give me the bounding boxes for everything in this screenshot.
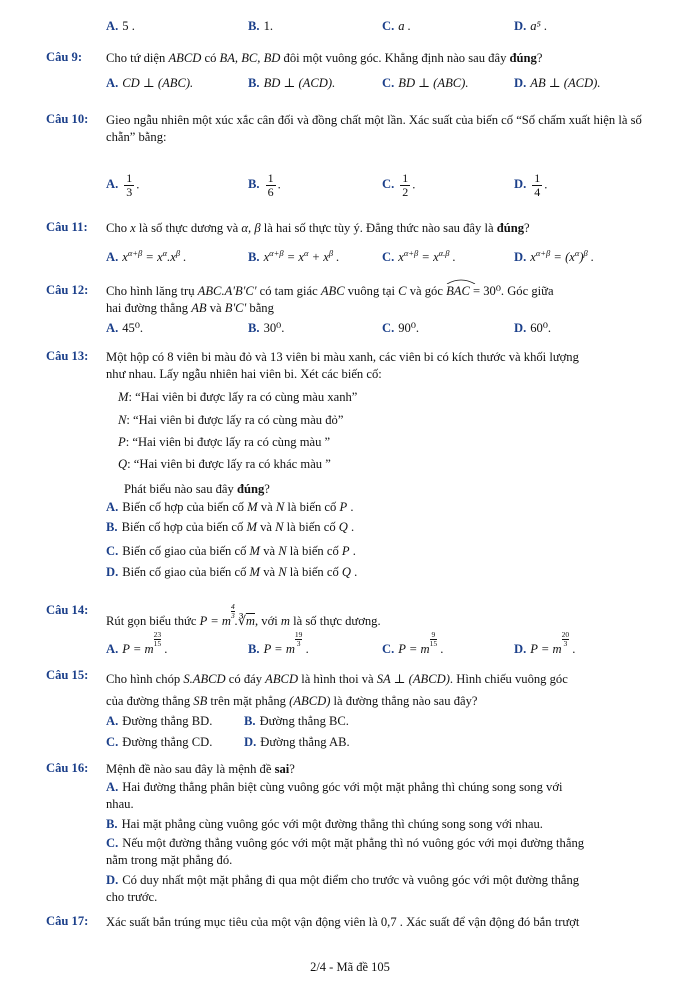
q11-options: [106, 243, 666, 263]
event-n: N: “Hai viên bi được lấy ra có cùng màu đỏ”: [118, 413, 344, 427]
q9-option-a[interactable]: A. CD ⊥ (ABC).: [106, 76, 194, 90]
question-number: Câu 10:: [46, 112, 89, 126]
question-11: [46, 220, 656, 237]
question-number: Câu 13:: [46, 349, 89, 363]
q13-prompt: Phát biểu nào sau đây đúng?: [124, 482, 270, 496]
q13-option-d[interactable]: D. Biến cố giao của biến cố M và N là biến cố Q .: [106, 565, 358, 579]
question-text: Cho hình lăng trụ ABC.A'B'C' có tam giác ABC vuông tại C và góc BAC = 30⁰. Góc giữa hai đường thẳng AB và B'C' bằng: [106, 283, 656, 317]
question-number: Câu 12:: [46, 283, 89, 297]
q10-option-c[interactable]: C. $\frac{1}{2}$ .: [382, 171, 416, 199]
q14-option-d[interactable]: D. P = m $\frac{20}{3}$ .: [514, 630, 576, 656]
question-text: Cho x là số thực dương và α, β là hai số thực tùy ý. Đẳng thức nào sau đây là đúng?: [106, 221, 530, 235]
q13-option-b[interactable]: B. Biến cố hợp của biến cố M và N là biến cố Q .: [106, 520, 355, 534]
q15-option-a[interactable]: A. Đường thẳng BD.: [106, 714, 213, 728]
page-footer: 2/4 - Mã đề 105: [310, 960, 390, 974]
question-16: [46, 761, 656, 778]
q16-option-b[interactable]: B. Hai mặt phẳng cùng vuông góc với một đường thẳng thì chúng song song với nhau.: [106, 817, 543, 831]
q11-option-a-text: $x^{\alpha+\beta} = x^\alpha.x^\beta$ .: [122, 248, 187, 265]
q11-option-c[interactable]: C. $x^{\alpha+\beta} = x^{\alpha.\beta}$ .: [382, 248, 456, 265]
q13-option-b-text: Biến cố hợp của biến cố M và N là biến cố Q .: [121, 520, 355, 534]
q10-option-b[interactable]: B. $\frac{1}{6}$ .: [248, 171, 281, 199]
q13-option-a[interactable]: A. Biến cố hợp của biến cố M và N là biến cố P .: [106, 500, 354, 514]
q9-option-c[interactable]: C. BD ⊥ (ABC).: [382, 76, 469, 90]
q8-option-b[interactable]: B. 1.: [248, 19, 274, 33]
question-10: [46, 112, 656, 146]
question-14: [46, 603, 656, 630]
q11-option-c-text: $x^{\alpha+\beta} = x^{\alpha.\beta}$ .: [398, 248, 456, 265]
q16-option-a[interactable]: A. Hai đường thẳng phân biệt cùng vuông góc với một mặt phẳng thì chúng song song với nhau.: [106, 780, 563, 811]
q10-options: [106, 172, 666, 206]
angle-bac: BAC: [446, 283, 470, 300]
question-17: [46, 914, 656, 931]
question-number: Câu 11:: [46, 220, 88, 234]
q14-options: [106, 631, 666, 655]
question-15: [46, 668, 656, 712]
event-p: P: “Hai viên bi được lấy ra có cùng màu ”: [118, 435, 331, 449]
q15-options-row-2: [106, 732, 666, 752]
q8-options: [106, 16, 666, 36]
q11-option-b-text: $x^{\alpha+\beta} = x^\alpha + x^\beta$ .: [263, 248, 340, 265]
q15-option-d[interactable]: D. Đường thẳng AB.: [244, 735, 350, 749]
question-text: Xác suất bắn trúng mục tiêu của một vận động viên là 0,7 . Xác suất để vận động đó bắn trượt: [106, 915, 580, 929]
q12-option-d[interactable]: D. 60⁰.: [514, 321, 552, 335]
q10-option-d[interactable]: D. $\frac{1}{4}$ .: [514, 171, 548, 199]
question-number: Câu 17:: [46, 914, 89, 928]
question-number: Câu 16:: [46, 761, 89, 775]
q12-option-a[interactable]: A. 45⁰.: [106, 321, 144, 335]
q8-option-c[interactable]: C. a .: [382, 19, 411, 33]
q8-option-d[interactable]: D. a⁵ .: [514, 19, 548, 33]
q11-option-a[interactable]: A. $x^{\alpha+\beta} = x^\alpha.x^\beta$ .: [106, 248, 187, 265]
q9-options: [106, 73, 666, 93]
q13-option-a-text: Biến cố hợp của biến cố M và N là biến cố P .: [122, 500, 354, 514]
question-text: Cho tứ diện ABCD có BA, BC, BD đôi một vuông góc. Khẳng định nào sau đây đúng?: [106, 51, 543, 65]
question-text: Gieo ngẫu nhiên một xúc xắc cân đối và đồng chất một lần. Xác suất của biến cố “Số chấm xuất hiện là số chẵn” bằng:: [106, 113, 642, 144]
q15-options-row-1: [106, 711, 666, 731]
event-m: M: “Hai viên bi được lấy ra có cùng màu xanh”: [118, 390, 358, 404]
event-q: Q: “Hai viên bi được lấy ra có khác màu ”: [118, 457, 331, 471]
q14-expression: P = m $\frac{4}{3}$ $.∛\overline{m}$: [199, 602, 255, 628]
q8-option-a[interactable]: A. 5 .: [106, 19, 135, 33]
q9-option-d[interactable]: D. AB ⊥ (ACD).: [514, 76, 601, 90]
q13-option-d-text: Biến cố giao của biến cố M và N là biến cố Q .: [122, 565, 358, 579]
question-text: Cho hình chóp S.ABCD có đáy ABCD là hình thoi và SA ⊥ (ABCD). Hình chiếu vuông góc của đường thẳng SB trên mặt phẳng (ABCD) là đường thẳng nào sau đây?: [106, 672, 568, 708]
q12-options: [106, 318, 666, 338]
question-9: [46, 50, 656, 67]
q14-option-b[interactable]: B. P = m $\frac{19}{3}$ .: [248, 630, 309, 656]
q11-option-d[interactable]: D. $x^{\alpha+\beta} = (x^\alpha)^\beta$ .: [514, 248, 595, 265]
q14-option-c[interactable]: C. P = m $\frac{9}{15}$ .: [382, 630, 444, 656]
q8-option-a-text: 5 .: [122, 19, 135, 33]
q13-option-c-text: Biến cố giao của biến cố M và N là biến cố P .: [122, 544, 356, 558]
q15-option-c[interactable]: C. Đường thẳng CD.: [106, 735, 213, 749]
q10-option-a[interactable]: A. $\frac{1}{3}$ .: [106, 171, 140, 199]
q11-option-b[interactable]: B. $x^{\alpha+\beta} = x^\alpha + x^\beta$ .: [248, 248, 340, 265]
q15-option-b[interactable]: B. Đường thẳng BC.: [244, 714, 349, 728]
q12-option-c[interactable]: C. 90⁰.: [382, 321, 420, 335]
question-text: Rút gọn biểu thức P = m $\frac{4}{3}$ $.∛\overline{m}$, với m là số thực dương.: [106, 602, 381, 628]
question-number: Câu 15:: [46, 668, 89, 682]
q12-option-b[interactable]: B. 30⁰.: [248, 321, 285, 335]
q11-option-d-text: $x^{\alpha+\beta} = (x^\alpha)^\beta$ .: [530, 248, 595, 265]
question-text: Mệnh đề nào sau đây là mệnh đề sai?: [106, 762, 295, 776]
q16-option-d[interactable]: D. Có duy nhất một mặt phẳng đi qua một điểm cho trước và vuông góc với một đường thẳng cho trước.: [106, 873, 580, 904]
q14-option-a[interactable]: A. P = m $\frac{23}{15}$ .: [106, 630, 168, 656]
question-number: Câu 9:: [46, 50, 83, 64]
question-number: Câu 14:: [46, 603, 89, 617]
q16-option-c[interactable]: C. Nếu một đường thẳng vuông góc với một mặt phẳng thì nó vuông góc với mọi đường thẳng nằm trong mặt phẳng đó.: [106, 836, 585, 867]
q13-option-c[interactable]: C. Biến cố giao của biến cố M và N là biến cố P .: [106, 544, 356, 558]
question-12: [46, 283, 656, 317]
question-text: Một hộp có 8 viên bi màu đỏ và 13 viên bi màu xanh, các viên bi có kích thước và khối lượng như nhau. Lấy ngẫu nhiên hai viên bi. Xét các biến cố:: [106, 350, 579, 381]
question-13: [46, 349, 656, 383]
q9-option-b[interactable]: B. BD ⊥ (ACD).: [248, 76, 336, 90]
